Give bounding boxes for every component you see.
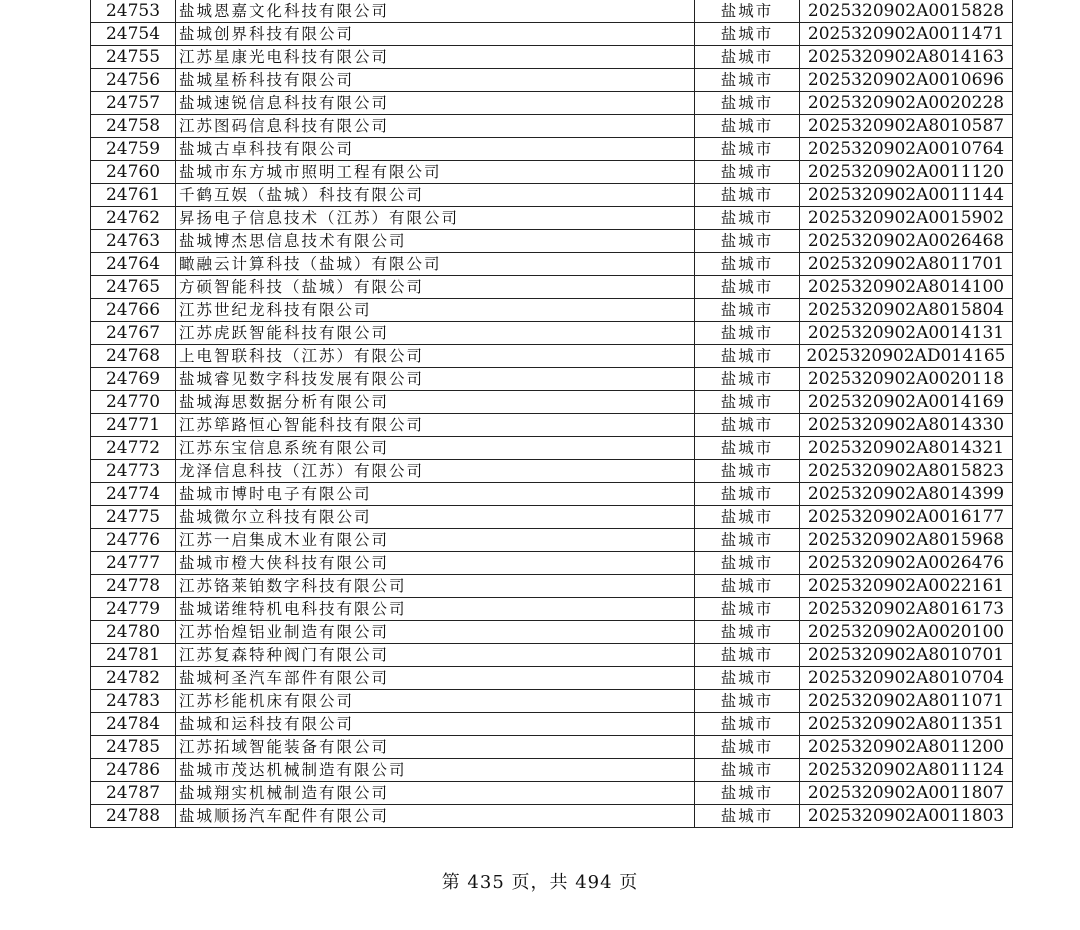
- table-row: [91, 460, 1013, 483]
- registration-code: 2025320902A0020228: [800, 92, 1013, 115]
- company-name: 盐城和运科技有限公司: [176, 713, 695, 736]
- company-name: 方硕智能科技（盐城）有限公司: [176, 276, 695, 299]
- registration-code: 2025320902A8015968: [800, 529, 1013, 552]
- company-name: 盐城古卓科技有限公司: [176, 138, 695, 161]
- table-row: [91, 69, 1013, 92]
- row-number: 24781: [91, 644, 176, 667]
- table-row: [91, 529, 1013, 552]
- row-number: 24785: [91, 736, 176, 759]
- company-name: 盐城市橙大侠科技有限公司: [176, 552, 695, 575]
- company-name: 盐城翔实机械制造有限公司: [176, 782, 695, 805]
- table-row: [91, 161, 1013, 184]
- city-name: 盐城市: [695, 529, 800, 552]
- row-number: 24760: [91, 161, 176, 184]
- city-name: 盐城市: [695, 345, 800, 368]
- company-name: 江苏怡煌铝业制造有限公司: [176, 621, 695, 644]
- city-name: 盐城市: [695, 0, 800, 23]
- table-row: [91, 506, 1013, 529]
- row-number: 24782: [91, 667, 176, 690]
- company-name: 盐城星桥科技有限公司: [176, 69, 695, 92]
- company-name: 江苏筚路恒心智能科技有限公司: [176, 414, 695, 437]
- company-name: 盐城诺维特机电科技有限公司: [176, 598, 695, 621]
- registration-code: 2025320902A8010704: [800, 667, 1013, 690]
- table-row: [91, 138, 1013, 161]
- table-row: [91, 667, 1013, 690]
- city-name: 盐城市: [695, 138, 800, 161]
- city-name: 盐城市: [695, 437, 800, 460]
- city-name: 盐城市: [695, 621, 800, 644]
- city-name: 盐城市: [695, 299, 800, 322]
- row-number: 24765: [91, 276, 176, 299]
- table-row: [91, 46, 1013, 69]
- registration-code: 2025320902A8010587: [800, 115, 1013, 138]
- city-name: 盐城市: [695, 184, 800, 207]
- company-name: 盐城速锐信息科技有限公司: [176, 92, 695, 115]
- table-row: [91, 759, 1013, 782]
- registration-code: 2025320902A0015828: [800, 0, 1013, 23]
- company-name: 江苏东宝信息系统有限公司: [176, 437, 695, 460]
- registration-code: 2025320902A0026468: [800, 230, 1013, 253]
- city-name: 盐城市: [695, 460, 800, 483]
- company-name: 盐城市东方城市照明工程有限公司: [176, 161, 695, 184]
- table-row: [91, 690, 1013, 713]
- company-name: 江苏拓域智能装备有限公司: [176, 736, 695, 759]
- registration-code: 2025320902A0022161: [800, 575, 1013, 598]
- row-number: 24770: [91, 391, 176, 414]
- city-name: 盐城市: [695, 161, 800, 184]
- row-number: 24753: [91, 0, 176, 23]
- table-row: [91, 115, 1013, 138]
- row-number: 24758: [91, 115, 176, 138]
- table-row: [91, 299, 1013, 322]
- table-row: [91, 368, 1013, 391]
- table-body: [91, 0, 1013, 828]
- registration-code: 2025320902A0014169: [800, 391, 1013, 414]
- city-name: 盐城市: [695, 46, 800, 69]
- registration-code: 2025320902A0020118: [800, 368, 1013, 391]
- row-number: 24779: [91, 598, 176, 621]
- company-name: 江苏星康光电科技有限公司: [176, 46, 695, 69]
- registration-code: 2025320902A0015902: [800, 207, 1013, 230]
- company-name: 上电智联科技（江苏）有限公司: [176, 345, 695, 368]
- row-number: 24762: [91, 207, 176, 230]
- row-number: 24755: [91, 46, 176, 69]
- registration-code: 2025320902A0016177: [800, 506, 1013, 529]
- city-name: 盐城市: [695, 805, 800, 828]
- row-number: 24759: [91, 138, 176, 161]
- city-name: 盐城市: [695, 391, 800, 414]
- registration-code: 2025320902A0011471: [800, 23, 1013, 46]
- company-name: 盐城海思数据分析有限公司: [176, 391, 695, 414]
- city-name: 盐城市: [695, 736, 800, 759]
- row-number: 24777: [91, 552, 176, 575]
- table-row: [91, 644, 1013, 667]
- table-row: [91, 230, 1013, 253]
- company-name: 龙泽信息科技（江苏）有限公司: [176, 460, 695, 483]
- table-row: [91, 0, 1013, 23]
- table-row: [91, 621, 1013, 644]
- row-number: 24767: [91, 322, 176, 345]
- row-number: 24763: [91, 230, 176, 253]
- city-name: 盐城市: [695, 230, 800, 253]
- city-name: 盐城市: [695, 483, 800, 506]
- registration-code: 2025320902A8011124: [800, 759, 1013, 782]
- registration-code: 2025320902A0011807: [800, 782, 1013, 805]
- row-number: 24756: [91, 69, 176, 92]
- row-number: 24764: [91, 253, 176, 276]
- registration-code: 2025320902A0011803: [800, 805, 1013, 828]
- row-number: 24786: [91, 759, 176, 782]
- table-row: [91, 713, 1013, 736]
- city-name: 盐城市: [695, 322, 800, 345]
- row-number: 24768: [91, 345, 176, 368]
- table-row: [91, 207, 1013, 230]
- row-number: 24783: [91, 690, 176, 713]
- row-number: 24766: [91, 299, 176, 322]
- registration-code: 2025320902A0011144: [800, 184, 1013, 207]
- registration-code: 2025320902A8011071: [800, 690, 1013, 713]
- city-name: 盐城市: [695, 23, 800, 46]
- row-number: 24769: [91, 368, 176, 391]
- table-row: [91, 92, 1013, 115]
- registration-code: 2025320902A8014321: [800, 437, 1013, 460]
- row-number: 24773: [91, 460, 176, 483]
- table-row: [91, 736, 1013, 759]
- row-number: 24787: [91, 782, 176, 805]
- table-row: [91, 437, 1013, 460]
- company-name: 盐城顺扬汽车配件有限公司: [176, 805, 695, 828]
- city-name: 盐城市: [695, 690, 800, 713]
- row-number: 24757: [91, 92, 176, 115]
- row-number: 24776: [91, 529, 176, 552]
- registration-code: 2025320902A0011120: [800, 161, 1013, 184]
- row-number: 24754: [91, 23, 176, 46]
- company-name: 江苏杉能机床有限公司: [176, 690, 695, 713]
- company-name: 盐城微尔立科技有限公司: [176, 506, 695, 529]
- table-row: [91, 276, 1013, 299]
- city-name: 盐城市: [695, 644, 800, 667]
- row-number: 24778: [91, 575, 176, 598]
- company-name: 盐城睿见数字科技发展有限公司: [176, 368, 695, 391]
- table-row: [91, 782, 1013, 805]
- page-footer: 第 435 页，共 494 页: [441, 872, 639, 893]
- city-name: 盐城市: [695, 782, 800, 805]
- company-name: 盐城恩嘉文化科技有限公司: [176, 0, 695, 23]
- company-name: 江苏一启集成木业有限公司: [176, 529, 695, 552]
- row-number: 24761: [91, 184, 176, 207]
- company-name: 江苏虎跃智能科技有限公司: [176, 322, 695, 345]
- city-name: 盐城市: [695, 506, 800, 529]
- table-row: [91, 345, 1013, 368]
- registration-code: 2025320902A0014131: [800, 322, 1013, 345]
- company-name: 江苏图码信息科技有限公司: [176, 115, 695, 138]
- table-row: [91, 322, 1013, 345]
- registration-code: 2025320902A0010696: [800, 69, 1013, 92]
- registration-code: 2025320902A8011200: [800, 736, 1013, 759]
- registration-code: 2025320902A8015823: [800, 460, 1013, 483]
- row-number: 24784: [91, 713, 176, 736]
- table-row: [91, 805, 1013, 828]
- city-name: 盐城市: [695, 276, 800, 299]
- table-row: [91, 414, 1013, 437]
- row-number: 24788: [91, 805, 176, 828]
- company-list-table: [90, 0, 1013, 828]
- table-row: [91, 598, 1013, 621]
- registration-code: 2025320902A8014399: [800, 483, 1013, 506]
- registration-code: 2025320902A8011701: [800, 253, 1013, 276]
- registration-code: 2025320902A8010701: [800, 644, 1013, 667]
- city-name: 盐城市: [695, 115, 800, 138]
- city-name: 盐城市: [695, 414, 800, 437]
- company-name: 千鹤互娱（盐城）科技有限公司: [176, 184, 695, 207]
- city-name: 盐城市: [695, 598, 800, 621]
- company-name: 盐城市茂达机械制造有限公司: [176, 759, 695, 782]
- registration-code: 2025320902A8011351: [800, 713, 1013, 736]
- registration-code: 2025320902A8014330: [800, 414, 1013, 437]
- city-name: 盐城市: [695, 552, 800, 575]
- company-name: 盐城创界科技有限公司: [176, 23, 695, 46]
- city-name: 盐城市: [695, 207, 800, 230]
- company-name: 江苏复森特种阀门有限公司: [176, 644, 695, 667]
- row-number: 24780: [91, 621, 176, 644]
- registration-code: 2025320902A8016173: [800, 598, 1013, 621]
- table-row: [91, 483, 1013, 506]
- company-name: 昇扬电子信息技术（江苏）有限公司: [176, 207, 695, 230]
- table-row: [91, 184, 1013, 207]
- city-name: 盐城市: [695, 253, 800, 276]
- row-number: 24771: [91, 414, 176, 437]
- table-row: [91, 391, 1013, 414]
- company-name: 江苏世纪龙科技有限公司: [176, 299, 695, 322]
- table-row: [91, 575, 1013, 598]
- registration-code: 2025320902A0026476: [800, 552, 1013, 575]
- city-name: 盐城市: [695, 92, 800, 115]
- registration-code: 2025320902A8014163: [800, 46, 1013, 69]
- table-row: [91, 23, 1013, 46]
- registration-code: 2025320902A0020100: [800, 621, 1013, 644]
- city-name: 盐城市: [695, 575, 800, 598]
- company-name: 江苏铬莱铂数字科技有限公司: [176, 575, 695, 598]
- row-number: 24772: [91, 437, 176, 460]
- city-name: 盐城市: [695, 759, 800, 782]
- city-name: 盐城市: [695, 69, 800, 92]
- city-name: 盐城市: [695, 368, 800, 391]
- company-name: 瞰融云计算科技（盐城）有限公司: [176, 253, 695, 276]
- company-name: 盐城市博时电子有限公司: [176, 483, 695, 506]
- registration-code: 2025320902A8014100: [800, 276, 1013, 299]
- city-name: 盐城市: [695, 713, 800, 736]
- row-number: 24774: [91, 483, 176, 506]
- table-row: [91, 253, 1013, 276]
- row-number: 24775: [91, 506, 176, 529]
- company-name: 盐城柯圣汽车部件有限公司: [176, 667, 695, 690]
- city-name: 盐城市: [695, 667, 800, 690]
- table-row: [91, 552, 1013, 575]
- registration-code: 2025320902A8015804: [800, 299, 1013, 322]
- company-name: 盐城博杰思信息技术有限公司: [176, 230, 695, 253]
- registration-code: 2025320902AD014165: [800, 345, 1013, 368]
- registration-code: 2025320902A0010764: [800, 138, 1013, 161]
